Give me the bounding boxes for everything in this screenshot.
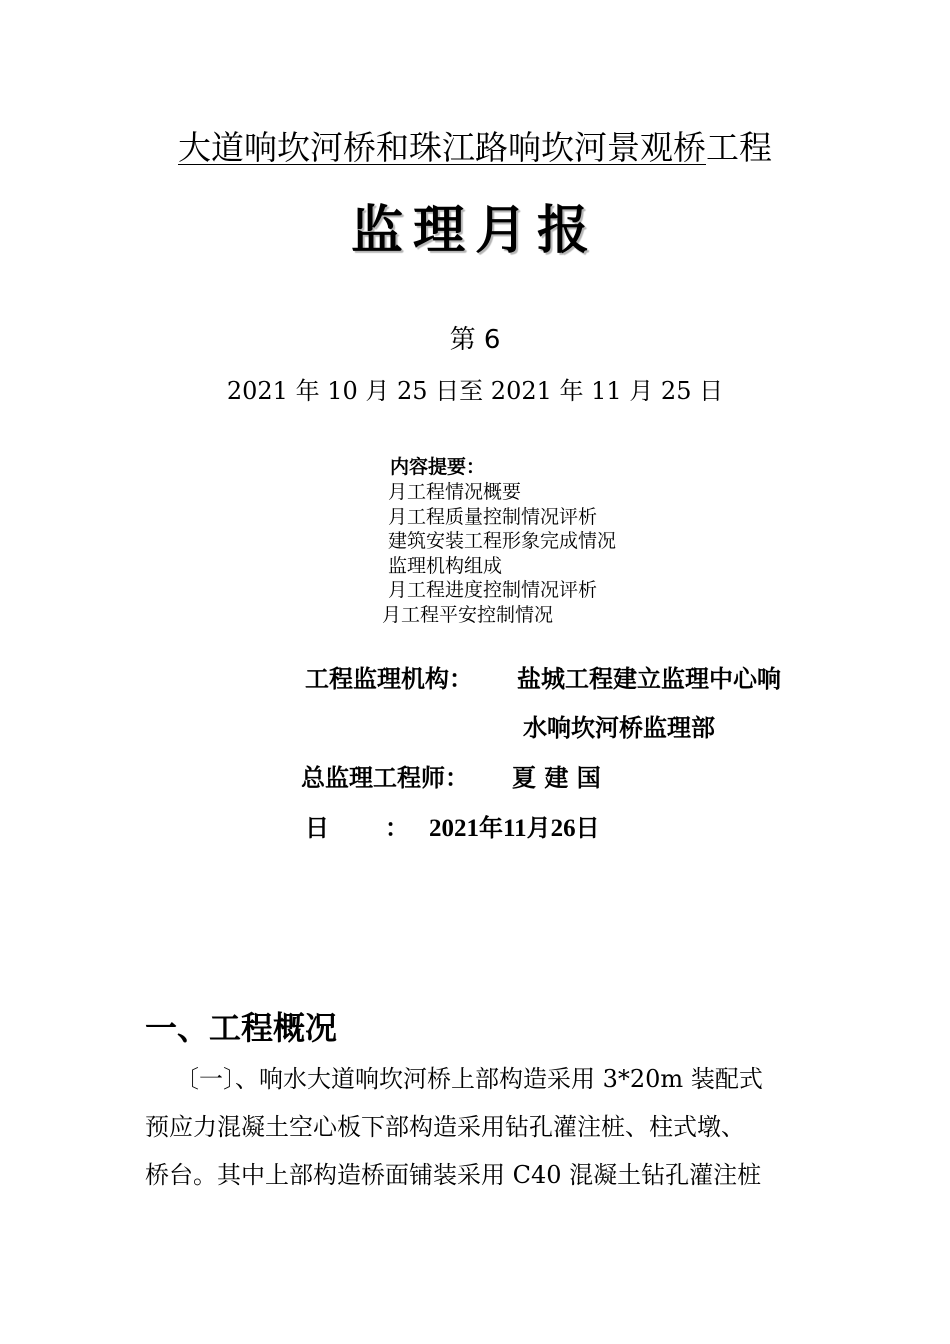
contents-item: 建筑安装工程形象完成情况 (388, 530, 617, 552)
date-day: 26 (550, 815, 576, 842)
project-title (0, 128, 950, 168)
report-date (429, 811, 600, 846)
date-label: 日 (305, 814, 329, 842)
chief-engineer-label: 总监理工程师： (301, 764, 469, 792)
date-month-unit: 月 (526, 814, 551, 842)
project-title-suffix: 工程 (706, 128, 772, 167)
date-month: 11 (503, 815, 527, 842)
paragraph-line: 〔一〕、响水大道响坎河桥上部构造采用 3*20m 装配式 (175, 1065, 763, 1093)
contents-item: 月工程质量控制情况评析 (388, 505, 598, 528)
contents-item: 月工程平安控制情况 (382, 603, 554, 626)
project-title-underlined: 大道响坎河桥和珠江路响坎河景观桥 (178, 128, 706, 167)
contents-item: 月工程情况概要 (388, 481, 522, 503)
contents-list (382, 480, 617, 627)
org-label: 工程监理机构： (305, 665, 473, 693)
date-day-unit: 日 (575, 814, 600, 842)
date-year: 2021 (429, 815, 479, 842)
date-colon: ： (385, 814, 409, 842)
paragraph-line: 预应力混凝土空心板下部构造采用钻孔灌注桩、柱式墩、 (145, 1113, 745, 1141)
report-title: 监理月报 (350, 201, 599, 261)
section-heading: 一、工程概况 (145, 1009, 338, 1047)
contents-heading: 内容提要： (390, 456, 486, 478)
contents-item: 月工程进度控制情况评析 (388, 579, 598, 601)
issue-number: 第 6 (449, 325, 501, 355)
paragraph-line: 桥台。其中上部构造桥面铺装采用 C40 混凝土钻孔灌注桩 (145, 1161, 762, 1189)
org-value-line2: 水响坎河桥监理部 (523, 714, 715, 742)
org-value-line1: 盐城工程建立监理中心响 (517, 665, 781, 693)
contents-item: 监理机构组成 (388, 554, 503, 577)
chief-engineer-name: 夏 建 国 (512, 764, 601, 792)
report-period: 2021 年 10 月 25 日至 2021 年 11 月 25 日 (226, 377, 724, 405)
date-year-unit: 年 (479, 814, 503, 842)
